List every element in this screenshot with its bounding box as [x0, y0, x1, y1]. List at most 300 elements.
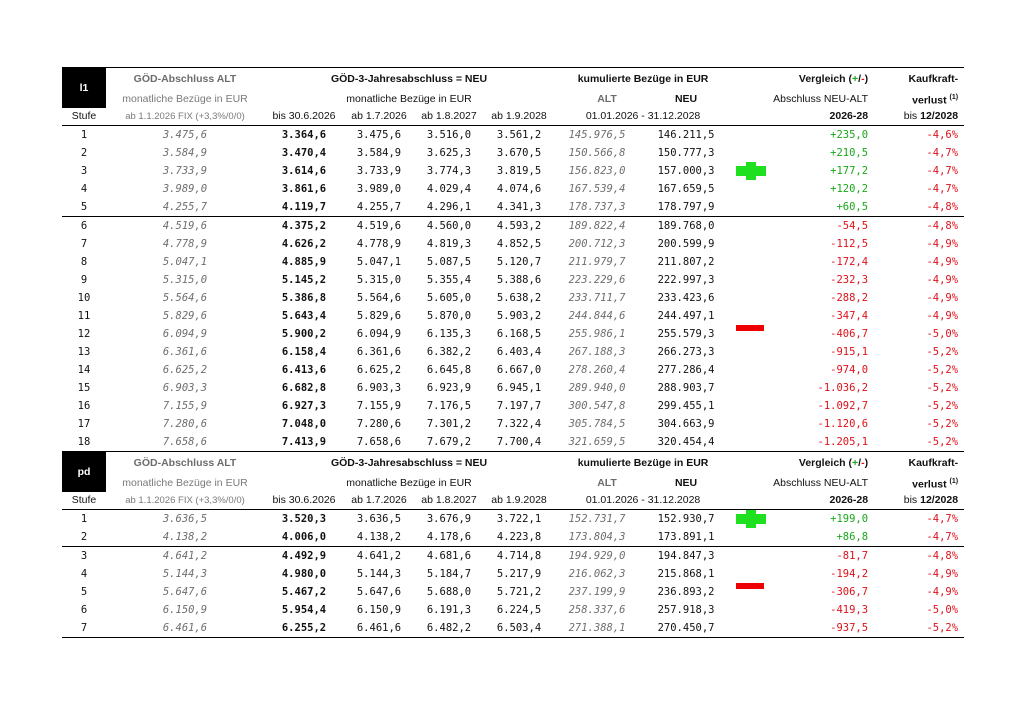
diff-cell: +235,0 [830, 129, 869, 141]
kum-alt-label: ALT [597, 476, 617, 489]
neu-subtitle: monatliche Bezüge in EUR [346, 476, 472, 489]
alt-monthly-cell: 7.280,6 [162, 418, 208, 430]
indicator-cell [732, 289, 782, 307]
alt-monthly-cell: 3.584,9 [162, 147, 208, 159]
section-badge-label: l1 [79, 81, 89, 94]
neu-period-2-cell: 3.475,6 [356, 129, 402, 141]
kaufkraft-cell: -5,0% [926, 328, 959, 340]
neu-period-4-cell: 6.168,5 [496, 328, 542, 340]
kaufkraft-cell: -4,7% [926, 531, 959, 543]
neu-period-3-cell: 4.178,6 [426, 531, 472, 543]
stufe-cell: 3 [62, 547, 106, 566]
neu-period-3-cell: 6.645,8 [426, 364, 472, 376]
neu-period-3-cell: 4.296,1 [426, 201, 472, 213]
kumuliert-title: kumulierte Bezüge in EUR [577, 72, 709, 85]
alt-monthly-cell: 3.733,9 [162, 165, 208, 177]
diff-cell: -347,4 [830, 310, 869, 322]
stufe-cell: 7 [80, 238, 88, 250]
table-row [62, 235, 964, 253]
neu-period-3-cell: 3.625,3 [426, 147, 472, 159]
stufe-header: Stufe [71, 110, 97, 122]
kum-alt-cell: 200.712,3 [568, 238, 626, 250]
diff-cell: -937,5 [782, 619, 868, 638]
alt-monthly-cell: 3.989,0 [162, 183, 208, 195]
kum-neu-cell: 167.659,5 [657, 183, 715, 195]
neu-period-4-cell: 4.593,2 [484, 217, 554, 236]
indicator-cell [732, 235, 782, 253]
neu-period-3-cell: 4.560,0 [414, 217, 484, 236]
neu-period-2-cell: 3.636,5 [356, 513, 402, 525]
stufe-cell: 3 [80, 165, 88, 177]
indicator-cell [732, 510, 782, 529]
indicator-cell [732, 583, 782, 601]
kum-neu-cell: 222.997,3 [657, 274, 715, 286]
neu-period-1-cell: 6.255,2 [264, 619, 344, 638]
table-row [62, 528, 964, 547]
neu-period-3-cell: 5.870,0 [426, 310, 472, 322]
kaufkraft-cell: -4,7% [926, 165, 959, 177]
kum-alt-cell: 271.388,1 [554, 619, 640, 638]
neu-period-2-cell: 6.361,6 [356, 346, 402, 358]
neu-period-2-cell: 5.829,6 [356, 310, 402, 322]
diff-cell: -112,5 [830, 238, 869, 250]
kaufkraft-cell: -5,2% [868, 433, 964, 452]
table-row [62, 361, 964, 379]
kaufkraft-cell: -4,9% [926, 238, 959, 250]
neu-period-1-cell: 5.900,2 [281, 328, 327, 340]
minus-icon [736, 583, 764, 589]
neu-period-1-cell: 6.927,3 [281, 400, 327, 412]
kum-neu-cell: 152.930,7 [657, 513, 715, 525]
vergleich-title: Vergleich (+/-) [798, 72, 869, 85]
kum-alt-cell: 167.539,4 [568, 183, 626, 195]
period-header-2: ab 1.7.2026 [351, 494, 407, 506]
stufe-header: Stufe [71, 494, 97, 506]
kaufkraft-cell: -5,2% [926, 346, 959, 358]
kaufkraft-cell: -4,9% [926, 568, 959, 580]
diff-cell: -81,7 [782, 547, 868, 566]
neu-period-1-cell: 3.364,6 [281, 129, 327, 141]
stufe-cell: 4 [80, 568, 88, 580]
kum-range: 01.01.2026 - 31.12.2028 [585, 110, 701, 122]
indicator-cell [732, 619, 782, 638]
alt-monthly-cell: 7.155,9 [162, 400, 208, 412]
kum-alt-cell: 267.188,3 [568, 346, 626, 358]
vergleich-period: 2026-28 [829, 110, 869, 122]
neu-period-4-cell: 4.852,5 [496, 238, 542, 250]
neu-period-2-cell: 4.255,7 [356, 201, 402, 213]
stufe-cell: 6 [62, 217, 106, 236]
stufe-cell: 2 [80, 147, 88, 159]
stufe-cell: 4 [80, 183, 88, 195]
alt-monthly-cell: 4.255,7 [162, 201, 208, 213]
table-row [62, 162, 964, 180]
stufe-cell: 9 [80, 274, 88, 286]
stufe-cell: 10 [77, 292, 91, 304]
kum-neu-cell: 304.663,9 [657, 418, 715, 430]
kaufkraft-cell: -4,9% [926, 292, 959, 304]
neu-period-1-cell: 4.492,9 [264, 547, 344, 566]
neu-period-3-cell: 7.176,5 [426, 400, 472, 412]
period-header-3: ab 1.8.2027 [421, 110, 477, 122]
neu-period-2-cell: 6.094,9 [356, 328, 402, 340]
diff-cell: -194,2 [830, 568, 869, 580]
neu-period-4-cell: 7.197,7 [496, 400, 542, 412]
neu-period-2-cell: 4.519,6 [344, 217, 414, 236]
alt-monthly-cell: 3.475,6 [162, 129, 208, 141]
kaufkraft-cell: -4,9% [926, 274, 959, 286]
neu-period-3-cell: 5.355,4 [426, 274, 472, 286]
neu-period-1-cell: 3.470,4 [281, 147, 327, 159]
diff-cell: -306,7 [830, 586, 869, 598]
kum-neu-cell: 236.893,2 [657, 586, 715, 598]
kumuliert-title: kumulierte Bezüge in EUR [577, 456, 709, 469]
table-row [62, 289, 964, 307]
table-row [62, 379, 964, 397]
stufe-cell: 5 [80, 586, 88, 598]
neu-period-3-cell: 6.482,2 [414, 619, 484, 638]
indicator-cell [732, 325, 782, 343]
section-header-row-3 [62, 492, 964, 510]
table-row [62, 307, 964, 325]
alt-subtitle: monatliche Bezüge in EUR [122, 92, 248, 105]
alt-monthly-cell: 7.658,6 [106, 433, 264, 452]
plus-icon [736, 510, 766, 529]
neu-period-1-cell: 4.119,7 [281, 201, 327, 213]
neu-period-2-cell: 5.315,0 [356, 274, 402, 286]
stufe-cell: 16 [77, 400, 91, 412]
salary-table [62, 67, 964, 638]
kum-alt-cell: 233.711,7 [568, 292, 626, 304]
neu-period-4-cell: 7.322,4 [496, 418, 542, 430]
alt-monthly-cell: 5.144,3 [162, 568, 208, 580]
neu-period-4-cell: 5.721,2 [496, 586, 542, 598]
neu-period-1-cell: 5.643,4 [281, 310, 327, 322]
stufe-cell: 12 [77, 328, 91, 340]
neu-period-1-cell: 4.006,0 [281, 531, 327, 543]
alt-monthly-cell: 5.647,6 [162, 586, 208, 598]
kum-neu-cell: 244.497,1 [657, 310, 715, 322]
table-row [62, 180, 964, 198]
indicator-cell [732, 361, 782, 379]
neu-period-4-cell: 6.403,4 [496, 346, 542, 358]
neu-period-3-cell: 5.184,7 [426, 568, 472, 580]
kum-alt-cell: 255.986,1 [568, 328, 626, 340]
neu-period-2-cell: 4.778,9 [356, 238, 402, 250]
diff-cell: -232,3 [830, 274, 869, 286]
kum-alt-cell: 145.976,5 [568, 129, 626, 141]
neu-period-3-cell: 7.301,2 [426, 418, 472, 430]
table-row [62, 547, 964, 566]
table-row [62, 217, 964, 236]
stufe-cell: 17 [77, 418, 91, 430]
section-badge [62, 68, 106, 109]
neu-period-2-cell: 5.564,6 [356, 292, 402, 304]
vergleich-period: 2026-28 [829, 494, 869, 506]
table-row [62, 325, 964, 343]
alt-monthly-cell: 6.150,9 [162, 604, 208, 616]
alt-monthly-cell: 6.461,6 [106, 619, 264, 638]
kum-neu-cell: 194.847,3 [640, 547, 732, 566]
neu-period-4-cell: 5.638,2 [496, 292, 542, 304]
kaufkraft-cell: -4,9% [926, 586, 959, 598]
period-header-4: ab 1.9.2028 [491, 494, 547, 506]
kaufkraft-title: Kaufkraft- [908, 456, 959, 469]
kum-alt-cell: 194.929,0 [554, 547, 640, 566]
kum-neu-cell: 270.450,7 [640, 619, 732, 638]
neu-period-1-cell: 4.626,2 [281, 238, 327, 250]
neu-period-1-cell: 5.954,4 [281, 604, 327, 616]
stufe-cell: 18 [62, 433, 106, 452]
diff-cell: +120,2 [830, 183, 869, 195]
table-row [62, 126, 964, 145]
stufe-cell: 8 [80, 256, 88, 268]
neu-period-4-cell: 5.120,7 [496, 256, 542, 268]
table-row [62, 415, 964, 433]
table-row [62, 343, 964, 361]
alt-monthly-cell: 4.778,9 [162, 238, 208, 250]
neu-period-3-cell: 7.679,2 [414, 433, 484, 452]
diff-cell: -1.036,2 [817, 382, 869, 394]
kum-neu-cell: 255.579,3 [657, 328, 715, 340]
kaufkraft-title: Kaufkraft- [908, 72, 959, 85]
alt-monthly-cell: 4.641,2 [106, 547, 264, 566]
neu-period-1-cell: 5.386,8 [281, 292, 327, 304]
diff-cell: -54,5 [782, 217, 868, 236]
section-header-row-3 [62, 108, 964, 126]
table-row [62, 144, 964, 162]
neu-period-1-cell: 5.467,2 [281, 586, 327, 598]
stufe-cell: 5 [80, 201, 88, 213]
kum-alt-cell: 178.737,3 [568, 201, 626, 213]
salary-comparison-sheet [62, 67, 964, 638]
table-row [62, 619, 964, 638]
kaufkraft-cell: -4,9% [926, 256, 959, 268]
alt-monthly-cell: 5.315,0 [162, 274, 208, 286]
diff-cell: +177,2 [830, 165, 869, 177]
neu-period-1-cell: 7.413,9 [264, 433, 344, 452]
neu-period-2-cell: 5.047,1 [356, 256, 402, 268]
section-header-row-1 [62, 452, 964, 475]
neu-period-1-cell: 4.980,0 [281, 568, 327, 580]
neu-period-4-cell: 3.819,5 [496, 165, 542, 177]
kum-alt-cell: 150.566,8 [568, 147, 626, 159]
neu-period-1-cell: 3.520,3 [281, 513, 327, 525]
neu-period-4-cell: 6.224,5 [496, 604, 542, 616]
neu-period-3-cell: 3.774,3 [426, 165, 472, 177]
kum-range: 01.01.2026 - 31.12.2028 [585, 494, 701, 506]
section-header-row-1 [62, 68, 964, 91]
neu-period-4-cell: 4.223,8 [496, 531, 542, 543]
neu-period-4-cell: 4.714,8 [484, 547, 554, 566]
neu-period-1-cell: 6.158,4 [281, 346, 327, 358]
kum-alt-cell: 278.260,4 [568, 364, 626, 376]
alt-monthly-cell: 3.636,5 [162, 513, 208, 525]
plus-icon [736, 162, 766, 180]
neu-period-3-cell: 3.516,0 [426, 129, 472, 141]
indicator-cell [732, 271, 782, 289]
indicator-cell [732, 379, 782, 397]
alt-title: GÖD-Abschluss ALT [133, 456, 237, 469]
kum-alt-cell: 305.784,5 [568, 418, 626, 430]
diff-cell: -406,7 [830, 328, 869, 340]
section-header-row-2 [62, 90, 964, 108]
kum-neu-cell: 277.286,4 [657, 364, 715, 376]
neu-period-4-cell: 4.341,3 [496, 201, 542, 213]
stufe-cell: 7 [62, 619, 106, 638]
alt-monthly-cell: 5.564,6 [162, 292, 208, 304]
neu-period-3-cell: 4.029,4 [426, 183, 472, 195]
kaufkraft-cell: -4,8% [868, 217, 964, 236]
indicator-cell [732, 601, 782, 619]
neu-period-3-cell: 5.605,0 [426, 292, 472, 304]
kum-neu-cell: 146.211,5 [657, 129, 715, 141]
kum-alt-cell: 216.062,3 [568, 568, 626, 580]
stufe-cell: 6 [80, 604, 88, 616]
kaufkraft-cell: -5,2% [926, 400, 959, 412]
neu-period-3-cell: 4.819,3 [426, 238, 472, 250]
kaufkraft-cell: -4,8% [926, 201, 959, 213]
table-row [62, 510, 964, 529]
kum-neu-cell: 178.797,9 [657, 201, 715, 213]
kaufkraft-cell: -5,2% [868, 619, 964, 638]
diff-cell: -915,1 [830, 346, 869, 358]
kaufkraft-cell: -5,0% [926, 604, 959, 616]
kum-alt-cell: 244.844,6 [568, 310, 626, 322]
alt-monthly-cell: 5.047,1 [162, 256, 208, 268]
vergleich-title: Vergleich (+/-) [798, 456, 869, 469]
kaufkraft-cell: -4,6% [926, 129, 959, 141]
kum-alt-cell: 300.547,8 [568, 400, 626, 412]
neu-period-4-cell: 4.074,6 [496, 183, 542, 195]
kum-alt-cell: 321.659,5 [554, 433, 640, 452]
neu-period-4-cell: 5.388,6 [496, 274, 542, 286]
diff-cell: +210,5 [830, 147, 869, 159]
period-header-1: bis 30.6.2026 [272, 110, 336, 122]
kum-neu-cell: 150.777,3 [657, 147, 715, 159]
vergleich-subtitle: Abschluss NEU-ALT [773, 92, 869, 105]
table-row [62, 583, 964, 601]
indicator-cell [732, 565, 782, 583]
kaufkraft-cell: -4,9% [926, 310, 959, 322]
table-row [62, 198, 964, 217]
stufe-cell: 1 [80, 513, 88, 525]
kum-neu-cell: 288.903,7 [657, 382, 715, 394]
alt-monthly-cell: 6.625,2 [162, 364, 208, 376]
neu-period-3-cell: 6.382,2 [426, 346, 472, 358]
indicator-cell [732, 343, 782, 361]
diff-cell: +60,5 [836, 201, 869, 213]
diff-cell: +86,8 [836, 531, 869, 543]
neu-period-3-cell: 3.676,9 [426, 513, 472, 525]
stufe-cell: 14 [77, 364, 91, 376]
neu-period-1-cell: 4.885,9 [281, 256, 327, 268]
indicator-cell [732, 307, 782, 325]
kum-neu-cell: 320.454,4 [640, 433, 732, 452]
kum-neu-cell: 200.599,9 [657, 238, 715, 250]
kaufkraft-cell: -4,7% [926, 513, 959, 525]
kum-alt-label: ALT [597, 92, 617, 105]
vergleich-subtitle: Abschluss NEU-ALT [773, 476, 869, 489]
neu-period-2-cell: 3.989,0 [356, 183, 402, 195]
alt-monthly-cell: 4.138,2 [162, 531, 208, 543]
alt-subtitle: monatliche Bezüge in EUR [122, 476, 248, 489]
indicator-cell [732, 198, 782, 217]
kaufkraft-period: bis 12/2028 [903, 494, 959, 506]
kum-neu-cell: 299.455,1 [657, 400, 715, 412]
table-row [62, 253, 964, 271]
kum-neu-label: NEU [674, 92, 698, 105]
kum-alt-cell: 237.199,9 [568, 586, 626, 598]
kum-alt-cell: 289.940,0 [568, 382, 626, 394]
neu-period-2-cell: 7.155,9 [356, 400, 402, 412]
indicator-cell [732, 397, 782, 415]
neu-period-4-cell: 3.722,1 [496, 513, 542, 525]
neu-period-2-cell: 6.461,6 [344, 619, 414, 638]
neu-period-1-cell: 3.614,6 [281, 165, 327, 177]
indicator-cell [732, 180, 782, 198]
neu-period-2-cell: 6.625,2 [356, 364, 402, 376]
indicator-cell [732, 126, 782, 145]
period-header-1: bis 30.6.2026 [272, 494, 336, 506]
kum-alt-cell: 189.822,4 [554, 217, 640, 236]
neu-period-3-cell: 4.681,6 [414, 547, 484, 566]
neu-period-1-cell: 5.145,2 [281, 274, 327, 286]
diff-cell: -1.205,1 [782, 433, 868, 452]
table-row [62, 433, 964, 452]
indicator-cell [732, 253, 782, 271]
neu-period-4-cell: 3.561,2 [496, 129, 542, 141]
kum-neu-label: NEU [674, 476, 698, 489]
kum-alt-cell: 211.979,7 [568, 256, 626, 268]
neu-period-2-cell: 3.733,9 [356, 165, 402, 177]
diff-cell: -288,2 [830, 292, 869, 304]
neu-period-4-cell: 3.670,5 [496, 147, 542, 159]
kum-neu-cell: 157.000,3 [657, 165, 715, 177]
diff-cell: -419,3 [830, 604, 869, 616]
indicator-cell [732, 162, 782, 180]
minus-icon [736, 325, 764, 331]
neu-period-1-cell: 7.048,0 [281, 418, 327, 430]
kaufkraft-period: bis 12/2028 [903, 110, 959, 122]
neu-period-4-cell: 7.700,4 [484, 433, 554, 452]
neu-period-2-cell: 4.138,2 [356, 531, 402, 543]
neu-period-4-cell: 6.667,0 [496, 364, 542, 376]
neu-period-1-cell: 4.375,2 [264, 217, 344, 236]
kum-neu-cell: 211.807,2 [657, 256, 715, 268]
kum-neu-cell: 189.768,0 [640, 217, 732, 236]
kum-alt-cell: 152.731,7 [568, 513, 626, 525]
neu-title: GÖD-3-Jahresabschluss = NEU [330, 456, 488, 469]
section-badge-label: pd [77, 465, 91, 478]
neu-subtitle: monatliche Bezüge in EUR [346, 92, 472, 105]
neu-period-2-cell: 6.903,3 [356, 382, 402, 394]
table-row [62, 271, 964, 289]
neu-period-2-cell: 7.280,6 [356, 418, 402, 430]
alt-monthly-cell: 6.094,9 [162, 328, 208, 340]
neu-period-3-cell: 6.135,3 [426, 328, 472, 340]
stufe-cell: 2 [80, 531, 88, 543]
neu-period-3-cell: 5.087,5 [426, 256, 472, 268]
kum-alt-cell: 223.229,6 [568, 274, 626, 286]
period-header-3: ab 1.8.2027 [421, 494, 477, 506]
table-row [62, 397, 964, 415]
indicator-cell [732, 547, 782, 566]
diff-cell: -172,4 [830, 256, 869, 268]
kum-alt-cell: 156.823,0 [568, 165, 626, 177]
section-header-row-2 [62, 474, 964, 492]
stufe-cell: 11 [77, 310, 91, 322]
